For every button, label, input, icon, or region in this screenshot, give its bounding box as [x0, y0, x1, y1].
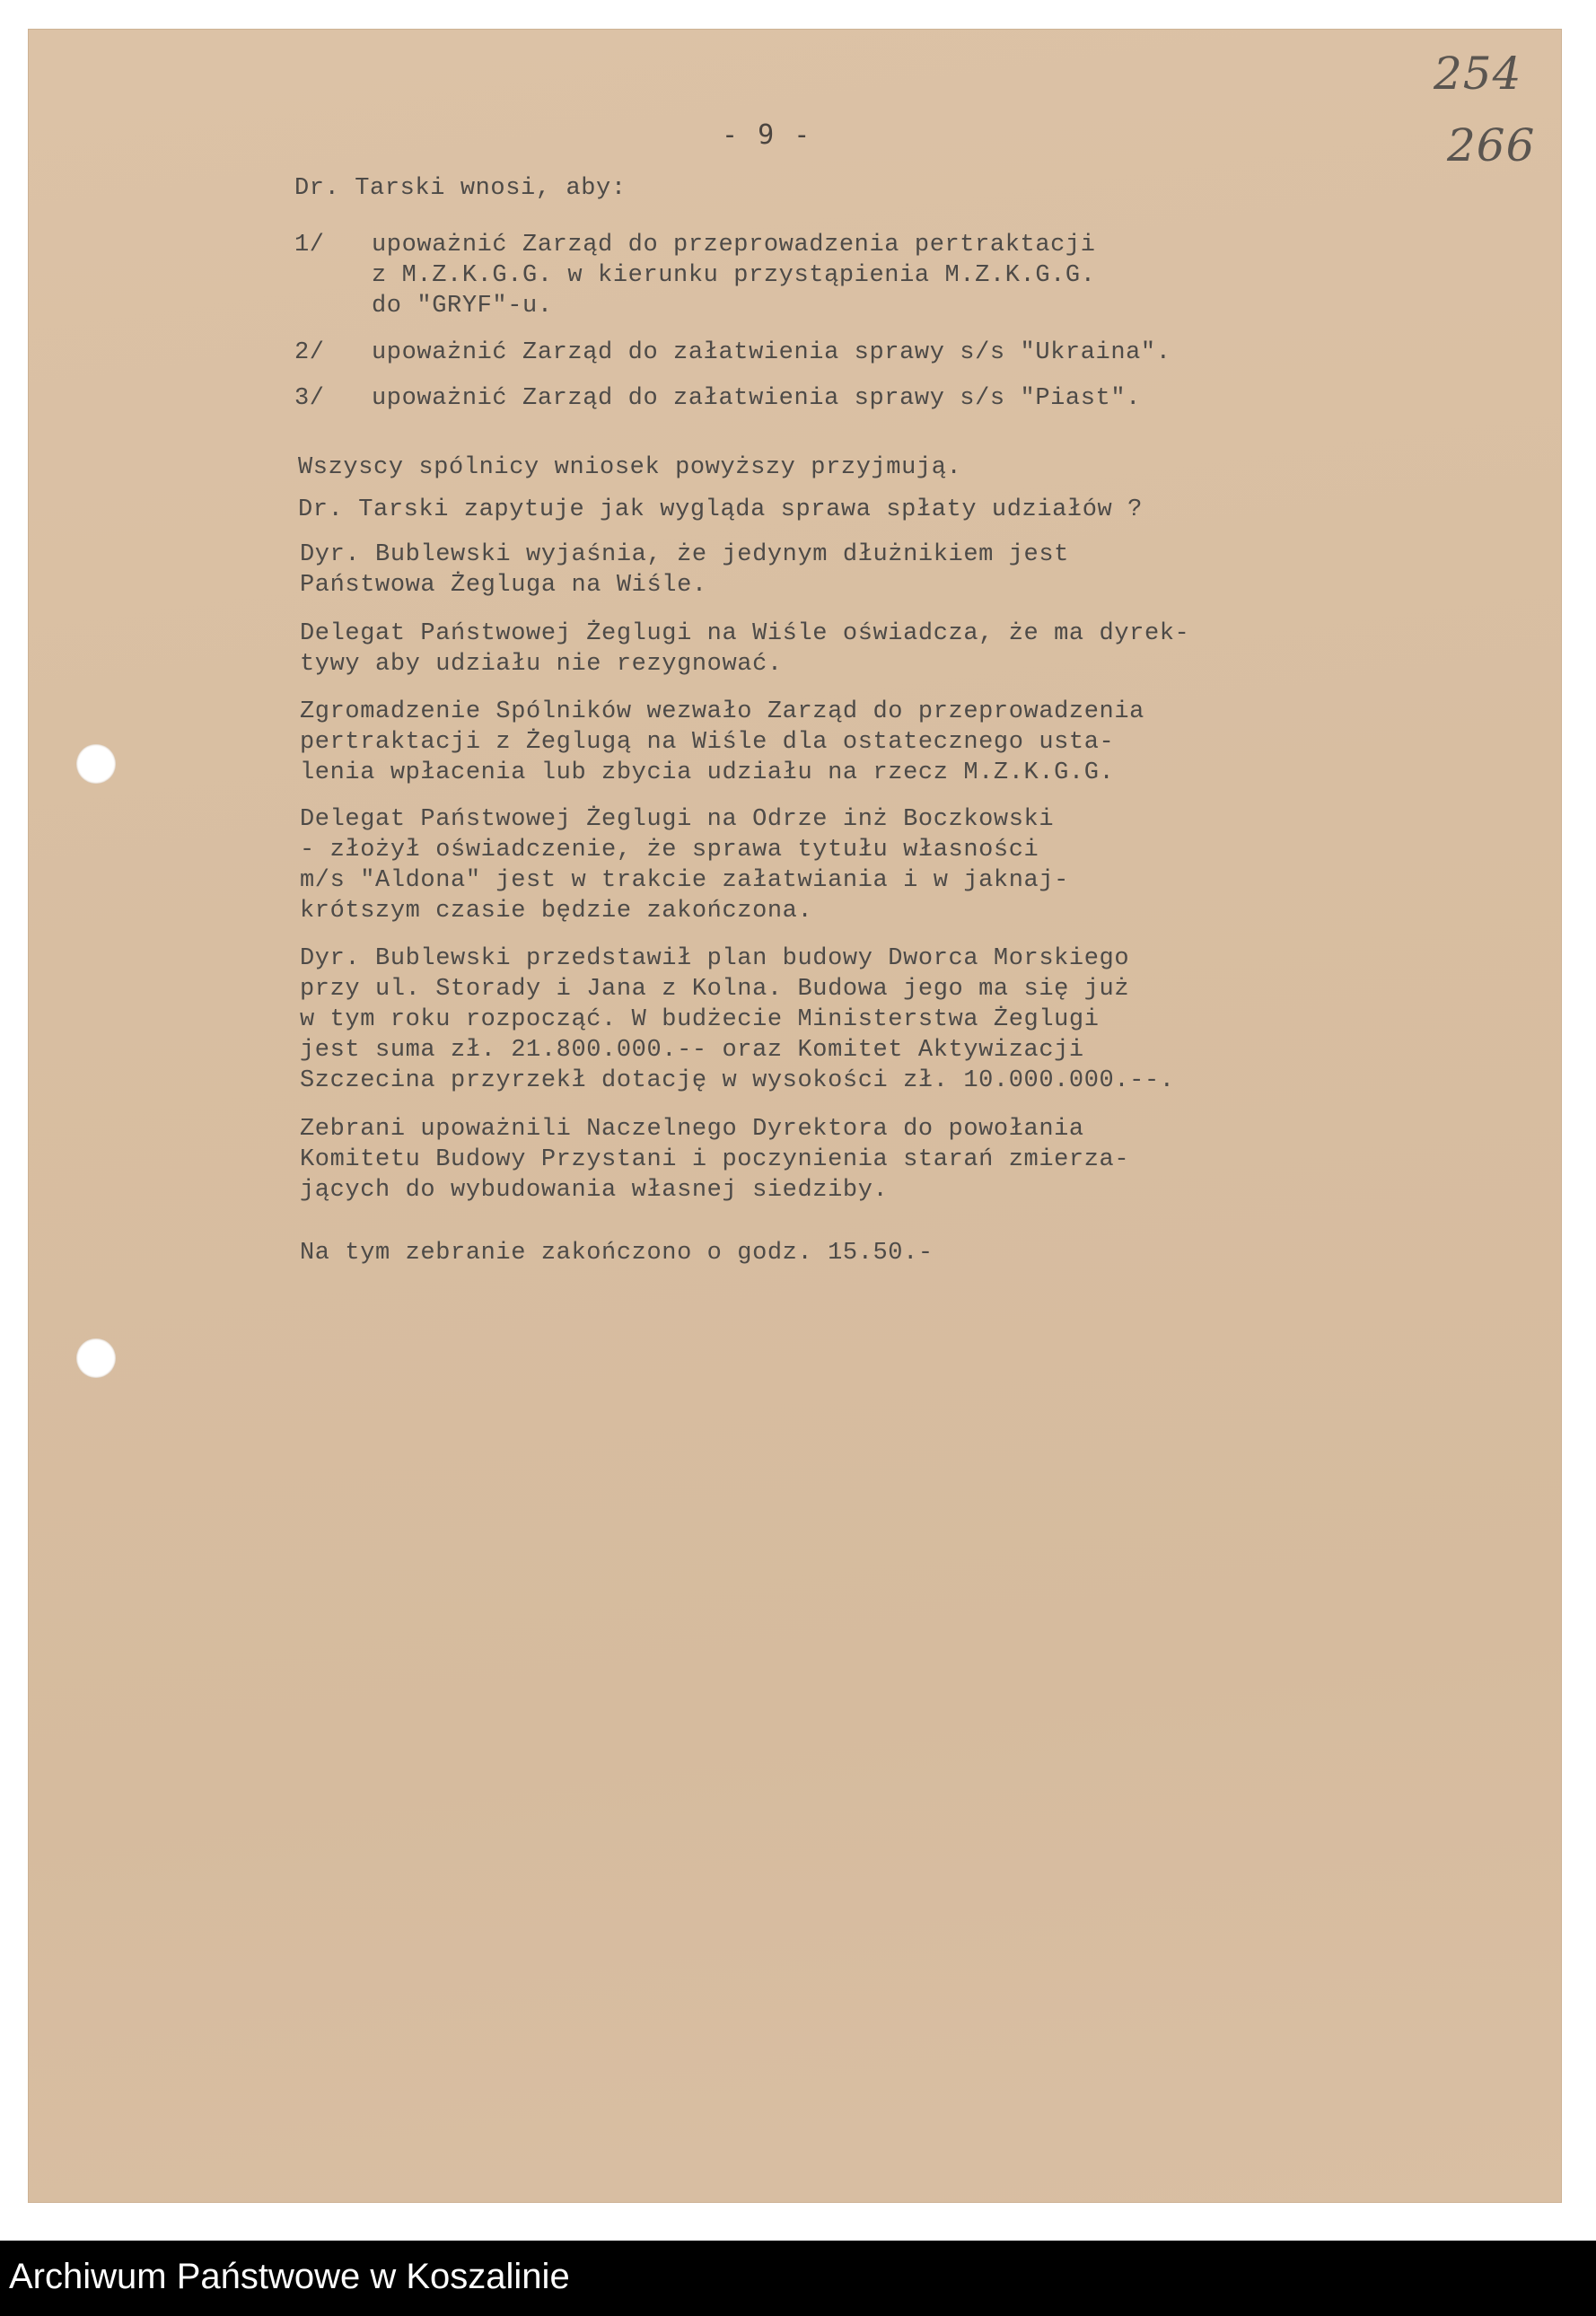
motion-item-number: 1/ [294, 232, 325, 259]
archive-name: Archiwum Państwowe w Koszalinie [9, 2257, 570, 2296]
paragraph: Delegat Państwowej Żeglugi na Odrze inż Boczkowski - złożył oświadczenie, że sprawa tytułu własności m/s "Aldona" jest w trakcie załatwiania i w jaknaj- krótszym czasie będzie zakończona. [300, 806, 1069, 925]
punch-hole [76, 1338, 116, 1378]
motion-intro: Dr. Tarski wnosi, aby: [294, 175, 627, 202]
archive-number: 254 [1434, 48, 1522, 100]
motion-item-text: upoważnić Zarząd do załatwienia sprawy s/s "Piast". [372, 385, 1141, 412]
paragraph: Dyr. Bublewski wyjaśnia, że jedynym dłużnikiem jest Państwowa Żegluga na Wiśle. [300, 541, 1069, 599]
paragraph: Wszyscy spólnicy wniosek powyższy przyjmują. [298, 454, 962, 481]
paragraph: Delegat Państwowej Żeglugi na Wiśle oświadcza, że ma dyrek- tywy aby udziału nie rezygnować. [300, 620, 1190, 678]
closing-line: Na tym zebranie zakończono o godz. 15.50.- [300, 1240, 934, 1267]
paragraph: Zebrani upoważnili Naczelnego Dyrektora do powołania Komitetu Budowy Przystani i poczynienia starań zmierza- jących do wybudowania własnej siedziby. [300, 1116, 1130, 1204]
paragraph: Zgromadzenie Spólników wezwało Zarząd do przeprowadzenia pertraktacji z Żeglugą na Wiśle dla ostatecznego usta- lenia wpłacenia lub zbycia udziału na rzecz M.Z.K.G.G. [300, 698, 1144, 786]
motion-item-number: 3/ [294, 385, 325, 412]
document-sheet [29, 30, 1561, 2202]
motion-item-text: upoważnić Zarząd do przeprowadzenia pertraktacji z M.Z.K.G.G. w kierunku przystąpienia M.Z.K.G.G. do "GRYF"-u. [372, 232, 1096, 320]
archive-footer [0, 2241, 1596, 2316]
motion-item-text: upoważnić Zarząd do załatwienia sprawy s/s "Ukraina". [372, 339, 1171, 366]
page-number: - 9 - [722, 119, 812, 151]
paragraph: Dyr. Bublewski przedstawił plan budowy Dworca Morskiego przy ul. Storady i Jana z Kolna. Budowa jego ma się już w tym roku rozpocząć. W budżecie Ministerstwa Żeglugi jest suma zł. 21.800.000.-- oraz Komitet Aktywizacji Szczecina przyrzekł dotację w wysokości zł. 10.000.000.--. [300, 945, 1175, 1094]
punch-hole [76, 744, 116, 784]
motion-item-number: 2/ [294, 339, 325, 366]
archive-number: 266 [1447, 119, 1536, 171]
paragraph: Dr. Tarski zapytuje jak wygląda sprawa spłaty udziałów ? [298, 496, 1143, 523]
